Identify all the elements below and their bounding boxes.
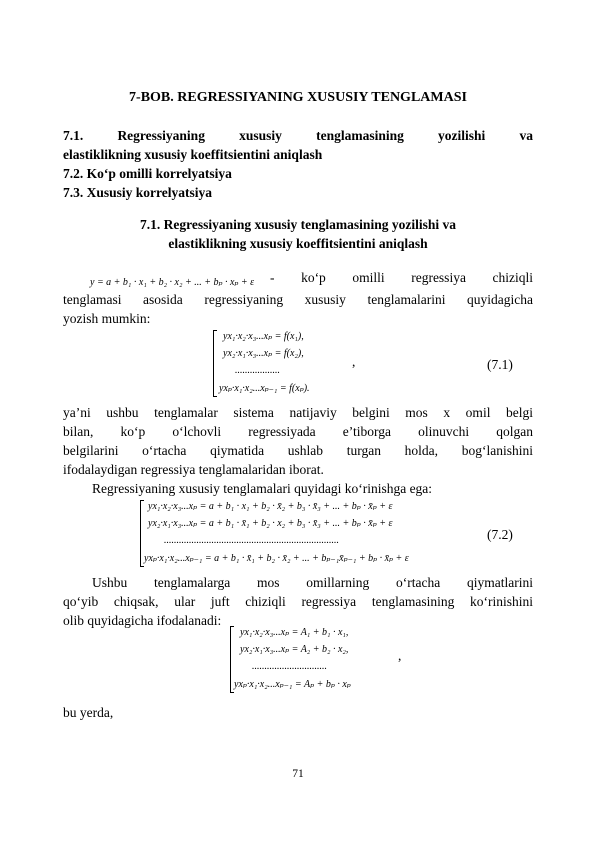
system-1-row-2: yx₂·x₁·x₃...xₚ = f(x₂), bbox=[223, 348, 304, 359]
paragraph-1-line2: tenglamasi asosida regressiyaning xususiy tenglamalarini quyidagicha bbox=[63, 292, 533, 307]
equation-number-7-1: (7.1) bbox=[487, 357, 513, 372]
system-2-row-dots: ...................................................................... bbox=[164, 535, 339, 546]
brace bbox=[230, 626, 231, 692]
system-3-row-1: yx₁·x₂·x₃...xₚ = A₁ + b₁ · x₁, bbox=[240, 627, 349, 638]
equation-system-7-2 bbox=[140, 498, 470, 570]
system-2-row-1: yx₁·x₂·x₃...xₚ = a + b₁ · x₁ + b₂ · x̄₂ + b₃ · x̄₃ + ... + bₚ · x̄ₚ + ε bbox=[148, 501, 393, 512]
paragraph-2-line2: bilan, ko‘p o‘lchovli regressiyada e’tiborga olinuvchi qolgan bbox=[63, 424, 533, 439]
system-1-comma: , bbox=[352, 354, 356, 369]
chapter-title: 7-BOB. REGRESSIYANING XUSUSIY TENGLAMASI bbox=[129, 90, 467, 105]
paragraph-1-line3: yozish mumkin: bbox=[63, 311, 151, 326]
system-2-row-p: yxₚ·x₁·x₂...xₚ₋₁ = a + b₁ · x̄₁ + b₂ · x̄₂ + ... + bₚ₋₁x̄ₚ₋₁ + bₚ · x̄ₚ + ε bbox=[144, 553, 409, 564]
system-3-row-dots: .............................. bbox=[252, 661, 327, 672]
brace bbox=[140, 500, 141, 566]
paragraph-2-line3: belgilarini o‘rtacha qiymatida ushlab turgan holda, bog‘lanishini bbox=[63, 443, 533, 458]
toc-item-7-2: 7.2. Ko‘p omilli korrelyatsiya bbox=[63, 166, 232, 181]
system-1-row-p: yxₚ·x₁·x₂...xₚ₋₁ = f(xₚ). bbox=[219, 383, 310, 394]
paragraph-4-line2: qo‘yib chiqsak, ular juft chiziqli regressiya tenglamasining ko‘rinishini bbox=[63, 594, 533, 609]
section-title-line1: 7.1. Regressiyaning xususiy tenglamasining yozilishi va bbox=[140, 217, 456, 232]
brace bbox=[213, 330, 214, 396]
paragraph-2-line1: ya’ni ushbu tenglamalar sistema natijaviy belgini mos x omil belgi bbox=[63, 405, 533, 420]
page-number: 71 bbox=[292, 768, 304, 780]
section-title-line2: elastiklikning xususiy koeffitsientini aniqlash bbox=[168, 236, 428, 251]
equation-system-7-1 bbox=[213, 328, 413, 400]
system-2-row-2: yx₂·x₁·x₃...xₚ = a + b₁ · x̄₁ + b₂ · x₂ + b₃ · x̄₃ + ... + bₚ · x̄ₚ + ε bbox=[148, 518, 393, 529]
system-3-comma: , bbox=[398, 648, 402, 663]
paragraph-4-line1: Ushbu tenglamalarga mos omillarning o‘rtacha qiymatlarini bbox=[92, 575, 533, 590]
brace-tick bbox=[230, 626, 234, 627]
paragraph-1-tail: - ko‘p omilli regressiya chiziqli bbox=[270, 270, 533, 285]
toc-item-7-1-line1: 7.1. Regressiyaning xususiy tenglamasining yozilishi va bbox=[63, 128, 533, 143]
section-title bbox=[60, 215, 536, 253]
system-1-row-dots: .................. bbox=[235, 365, 280, 376]
system-3-row-p: yxₚ·x₁·x₂...xₚ₋₁ = Aₚ + bₚ · xₚ bbox=[234, 679, 351, 690]
equation-number-7-2: (7.2) bbox=[487, 527, 513, 542]
brace-tick bbox=[213, 330, 217, 331]
paragraph-5: bu yerda, bbox=[63, 705, 114, 720]
toc-item-7-3: 7.3. Xususiy korrelyatsiya bbox=[63, 185, 213, 200]
toc-item-7-1-line2: elastiklikning xususiy koeffitsientini aniqlash bbox=[63, 147, 323, 162]
brace-tick bbox=[140, 566, 144, 567]
paragraph-2-line4: ifodalaydigan regressiya tenglamalaridan iborat. bbox=[63, 462, 324, 477]
system-1-row-1: yx₁·x₂·x₃...xₚ = f(x₁), bbox=[223, 331, 304, 342]
brace-tick bbox=[230, 692, 234, 693]
system-3-row-2: yx₂·x₁·x₃...xₚ = A₂ + b₂ · x₂, bbox=[240, 644, 349, 655]
brace-tick bbox=[213, 396, 217, 397]
brace-tick bbox=[140, 500, 144, 501]
paragraph-3: Regressiyaning xususiy tenglamalari quyidagi ko‘rinishga ega: bbox=[92, 481, 433, 496]
paragraph-4-line3: olib quyidagicha ifodalanadi: bbox=[63, 613, 222, 628]
regression-equation-inline: y = a + b₁ · x₁ + b₂ · x₂ + ... + bₚ · xₚ + ε bbox=[90, 277, 255, 288]
